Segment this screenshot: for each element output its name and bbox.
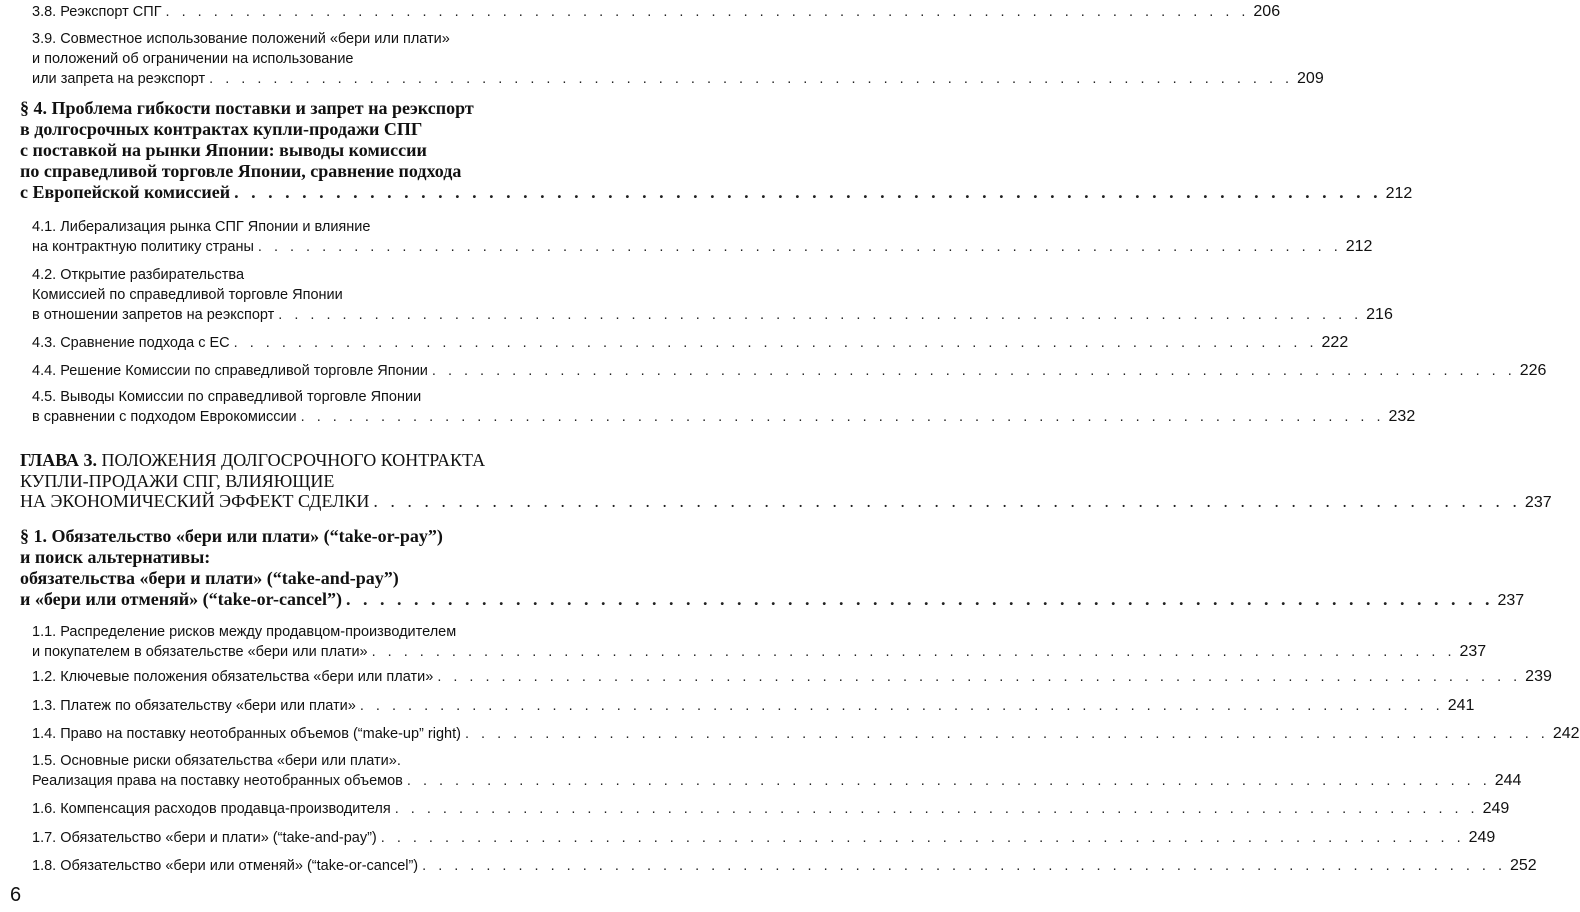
toc-page-number: 209 <box>1297 70 1324 87</box>
toc-entry-line: 4.2. Открытие разбирательства <box>32 267 245 283</box>
toc-page-number: 237 <box>1459 643 1487 660</box>
toc-entry-title: 1.3. Платеж по обязательству «бери или плати» <box>32 698 356 714</box>
toc-page-number: 252 <box>1510 857 1537 874</box>
toc-entry-1-8 <box>32 856 1537 876</box>
dot-leader: . . . . . . . . . . . . . . . . . . . . . . . . . . . . . . . . . . . . . . . . . . . . . . . . . . . . . . . . . . . . . . . . . . . . <box>394 801 1479 817</box>
dot-leader: . . . . . . . . . . . . . . . . . . . . . . . . . . . . . . . . . . . . . . . . . . . . . . . . . . . . . . . . . . . . . . . . . . . . <box>300 409 1385 425</box>
dot-leader: . . . . . . . . . . . . . . . . . . . . . . . . . . . . . . . . . . . . . . . . . . . . . . . . . . . . . . . . . . . . . . . . . . . . <box>437 669 1522 685</box>
toc-entry-1-5 <box>32 751 1522 791</box>
dot-leader: . . . . . . . . . . . . . . . . . . . . . . . . . . . . . . . . . . . . . . . . . . . . . . . . . . . . . . . . . . . . . . . . . . . . <box>373 491 1521 511</box>
page-number: 6 <box>10 884 22 906</box>
toc-page-number: 242 <box>1552 725 1580 742</box>
toc-entry-4-2 <box>32 265 1393 325</box>
toc-page-number: 239 <box>1525 668 1552 685</box>
toc-entry-1-1 <box>32 622 1487 662</box>
toc-entry-title: 3.8. Реэкспорт СПГ <box>32 4 162 20</box>
toc-entry-title: 1.4. Право на поставку неотобранных объемов (“make-up” right) <box>32 726 461 742</box>
toc-section-1 <box>20 526 1525 611</box>
dot-leader: . . . . . . . . . . . . . . . . . . . . . . . . . . . . . . . . . . . . . . . . . . . . . . . . . . . . . . . . . . . . . . . . . . . . <box>233 335 1318 351</box>
toc-entry-1-7 <box>32 828 1496 848</box>
dot-leader: . . . . . . . . . . . . . . . . . . . . . . . . . . . . . . . . . . . . . . . . . . . . . . . . . . . . . . . . . . . . . . . . . . . . <box>257 239 1342 255</box>
dot-leader: . . . . . . . . . . . . . . . . . . . . . . . . . . . . . . . . . . . . . . . . . . . . . . . . . . . . . . . . . . . . . . . . . . . . <box>380 830 1465 846</box>
dot-leader: . . . . . . . . . . . . . . . . . . . . . . . . . . . . . . . . . . . . . . . . . . . . . . . . . . . . . . . . . . . . . . . . . . . . <box>345 589 1494 609</box>
toc-entry-title: 4.4. Решение Комиссии по справедливой торговле Японии <box>32 363 428 379</box>
toc-entry-line: в долгосрочных контрактах купли-продажи СПГ <box>20 119 423 139</box>
toc-entry-title: и покупателем в обязательстве «бери или плати» <box>32 644 368 660</box>
toc-page-number: 212 <box>1345 238 1373 255</box>
dot-leader: . . . . . . . . . . . . . . . . . . . . . . . . . . . . . . . . . . . . . . . . . . . . . . . . . . . . . . . . . . . . . . . . . . . . <box>359 698 1444 714</box>
toc-page-number: 226 <box>1519 362 1547 379</box>
toc-page-number: 216 <box>1366 306 1393 323</box>
toc-entry-title: 1.2. Ключевые положения обязательства «бери или плати» <box>32 669 434 685</box>
dot-leader: . . . . . . . . . . . . . . . . . . . . . . . . . . . . . . . . . . . . . . . . . . . . . . . . . . . . . . . . . . . . . . . . . . . . <box>431 363 1516 379</box>
toc-entry-1-4 <box>32 724 1580 744</box>
toc-entry-line: Комиссией по справедливой торговле Японии <box>32 287 343 303</box>
toc-page-number: 244 <box>1494 772 1522 789</box>
toc-entry-title: с Европейской комиссией <box>20 182 231 202</box>
toc-entry-title: на контрактную политику страны <box>32 239 254 255</box>
toc-page-number: 212 <box>1385 185 1413 202</box>
dot-leader: . . . . . . . . . . . . . . . . . . . . . . . . . . . . . . . . . . . . . . . . . . . . . . . . . . . . . . . . . . . . . . . . . . . . <box>371 644 1456 660</box>
toc-entry-3-9 <box>32 29 1324 89</box>
toc-entry-4-1 <box>32 217 1373 257</box>
toc-entry-line: КУПЛИ-ПРОДАЖИ СПГ, ВЛИЯЮЩИЕ <box>20 470 335 491</box>
toc-entry-1-6 <box>32 799 1510 819</box>
toc-entry-line: 4.5. Выводы Комиссии по справедливой торговле Японии <box>32 389 422 405</box>
dot-leader: . . . . . . . . . . . . . . . . . . . . . . . . . . . . . . . . . . . . . . . . . . . . . . . . . . . . . . . . . . . . . . . . . . . . <box>406 773 1491 789</box>
toc-entry-3-8 <box>32 2 1281 22</box>
toc-entry-title: и «бери или отменяй» (“take-or-cancel”) <box>20 589 342 609</box>
toc-entry-4-5 <box>32 387 1416 427</box>
toc-entry-title: или запрета на реэкспорт <box>32 71 206 87</box>
toc-entry-1-3 <box>32 696 1475 716</box>
toc-entry-title: 1.8. Обязательство «бери или отменяй» (“take-or-cancel”) <box>32 858 419 874</box>
toc-entry-line: 4.1. Либерализация рынка СПГ Японии и влияние <box>32 219 371 235</box>
toc-chapter-3 <box>20 450 1552 514</box>
toc-entry-line: § 1. Обязательство «бери или плати» (“take-or-pay”) <box>20 526 443 546</box>
toc-page-number: 232 <box>1388 408 1416 425</box>
toc-entry-4-4 <box>32 361 1547 381</box>
toc-entry-line: § 4. Проблема гибкости поставки и запрет на реэкспорт <box>20 98 474 118</box>
toc-entry-title: в сравнении с подходом Еврокомиссии <box>32 409 297 425</box>
toc-entry-title: НА ЭКОНОМИЧЕСКИЙ ЭФФЕКТ СДЕЛКИ <box>20 491 370 511</box>
toc-entry-title: 4.3. Сравнение подхода с ЕС <box>32 335 230 351</box>
toc-entry-title: 1.7. Обязательство «бери и плати» (“take-and-pay”) <box>32 830 377 846</box>
toc-entry-line: обязательства «бери и плати» (“take-and-pay”) <box>20 568 399 588</box>
dot-leader: . . . . . . . . . . . . . . . . . . . . . . . . . . . . . . . . . . . . . . . . . . . . . . . . . . . . . . . . . . . . . . . . . . . . <box>165 4 1250 20</box>
toc-entry-line: 1.1. Распределение рисков между продавцом-производителем <box>32 624 457 640</box>
toc-page-number: 206 <box>1253 3 1281 20</box>
toc-page-number: 222 <box>1321 334 1349 351</box>
toc-page-number: 241 <box>1447 697 1475 714</box>
toc-page-number: 249 <box>1482 800 1510 817</box>
toc-entry-line: 1.5. Основные риски обязательства «бери или плати». <box>32 753 401 769</box>
chapter-label: ГЛАВА 3. <box>20 450 98 470</box>
dot-leader: . . . . . . . . . . . . . . . . . . . . . . . . . . . . . . . . . . . . . . . . . . . . . . . . . . . . . . . . . . . . . . . . . . . . <box>234 182 1382 202</box>
toc-page-number: 249 <box>1468 829 1496 846</box>
toc-entry-line: с поставкой на рынки Японии: выводы комиссии <box>20 140 427 160</box>
dot-leader: . . . . . . . . . . . . . . . . . . . . . . . . . . . . . . . . . . . . . . . . . . . . . . . . . . . . . . . . . . . . . . . . . . . . <box>209 71 1294 87</box>
toc-entry-title: 1.6. Компенсация расходов продавца-производителя <box>32 801 391 817</box>
chapter-title: ПОЛОЖЕНИЯ ДОЛГОСРОЧНОГО КОНТРАКТА <box>97 450 486 470</box>
dot-leader: . . . . . . . . . . . . . . . . . . . . . . . . . . . . . . . . . . . . . . . . . . . . . . . . . . . . . . . . . . . . . . . . . . . . <box>422 858 1506 874</box>
toc-entry-title: в отношении запретов на реэкспорт <box>32 307 275 323</box>
toc-entry-line: и положений об ограничении на использование <box>32 51 354 67</box>
toc-entry-line: по справедливой торговле Японии, сравнение подхода <box>20 161 462 181</box>
toc-entry-1-2 <box>32 667 1552 687</box>
toc-entry-title: Реализация права на поставку неотобранных объемов <box>32 773 403 789</box>
toc-page-number: 237 <box>1524 494 1552 511</box>
dot-leader: . . . . . . . . . . . . . . . . . . . . . . . . . . . . . . . . . . . . . . . . . . . . . . . . . . . . . . . . . . . . . . . . . . . . <box>464 726 1549 742</box>
dot-leader: . . . . . . . . . . . . . . . . . . . . . . . . . . . . . . . . . . . . . . . . . . . . . . . . . . . . . . . . . . . . . . . . . . . . <box>278 307 1363 323</box>
toc-entry-line: 3.9. Совместное использование положений «бери или плати» <box>32 31 450 47</box>
toc-section-4 <box>20 98 1413 204</box>
toc-entry-line: и поиск альтернативы: <box>20 547 211 567</box>
toc-entry-4-3 <box>32 333 1349 353</box>
toc-page-number: 237 <box>1497 592 1525 609</box>
